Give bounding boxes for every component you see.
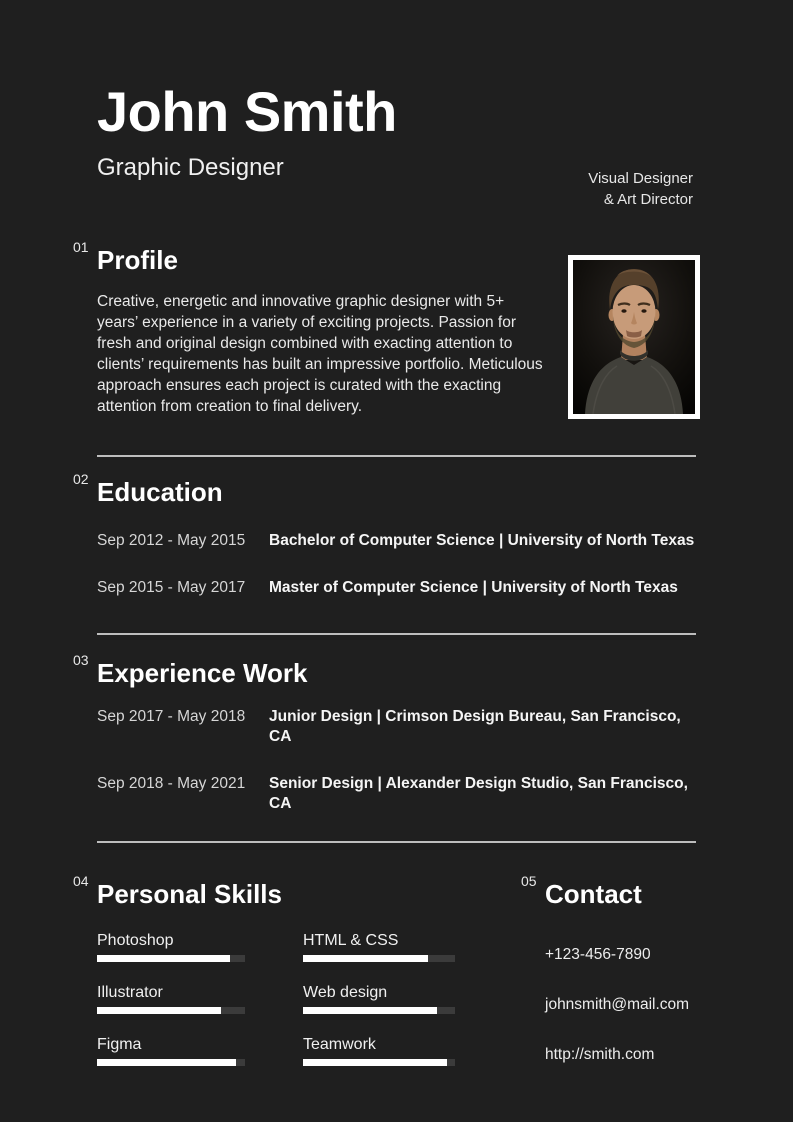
person-name: John Smith xyxy=(97,80,397,143)
section-title: Profile xyxy=(97,245,178,275)
education-detail: Master of Computer Science | University of North Texas xyxy=(269,579,678,596)
skill-bar xyxy=(303,1059,455,1066)
skill-bar-fill xyxy=(97,955,230,962)
education-rows xyxy=(97,531,696,598)
section-title: Personal Skills xyxy=(97,879,282,909)
contact-items xyxy=(545,945,700,1065)
section-experience xyxy=(73,652,696,814)
profile-summary: Creative, energetic and innovative graphic designer with 5+ years’ experience in a variety of exciting projects. Passion for fresh and original design combined with exacting attention to clients’ requirements has built an impressive portfolio. Meticulous approach ensures each project is curated with the exacting attention from creation to final delivery. xyxy=(97,293,543,415)
contact-website: http://smith.com xyxy=(545,1046,655,1063)
section-number: 01 xyxy=(73,239,89,255)
skill-bar xyxy=(303,955,455,962)
section-title: Experience Work xyxy=(97,658,308,688)
skill-bar xyxy=(97,955,245,962)
education-heading xyxy=(73,471,696,507)
skill-label: HTML & CSS xyxy=(303,932,399,949)
tagline-line-2: & Art Director xyxy=(603,191,693,208)
bottom-columns xyxy=(73,873,700,1066)
skill-bar-fill xyxy=(97,1059,236,1066)
section-title: Education xyxy=(97,477,223,507)
section-divider xyxy=(97,841,696,843)
education-detail: Bachelor of Computer Science | University of North Texas xyxy=(269,532,695,549)
skill-bar-fill xyxy=(303,1007,437,1014)
section-number: 04 xyxy=(73,873,89,889)
skill-bar-fill xyxy=(303,1059,447,1066)
section-education xyxy=(73,471,696,598)
skills-grid xyxy=(97,932,458,1066)
section-divider xyxy=(97,455,696,457)
contact-email: johnsmith@mail.com xyxy=(545,996,690,1013)
skill-item xyxy=(303,984,455,1014)
education-row xyxy=(97,531,696,551)
skill-item xyxy=(303,1036,455,1066)
job-title: Graphic Designer xyxy=(97,154,284,181)
education-dates: Sep 2015 - May 2017 xyxy=(97,579,246,596)
experience-dates: Sep 2017 - May 2018 xyxy=(97,708,246,725)
tagline xyxy=(588,168,693,210)
skill-bar-fill xyxy=(303,955,428,962)
section-title: Contact xyxy=(545,879,642,909)
education-dates: Sep 2012 - May 2015 xyxy=(97,532,246,549)
skill-label: Illustrator xyxy=(97,984,163,1001)
profile-photo-frame xyxy=(568,255,700,419)
skill-item xyxy=(97,932,245,962)
experience-heading xyxy=(73,652,696,688)
skill-item xyxy=(97,984,245,1014)
section-divider xyxy=(97,633,696,635)
tagline-line-1: Visual Designer xyxy=(588,170,693,187)
section-number: 02 xyxy=(73,471,89,487)
experience-detail: Junior Design | Crimson Design Bureau, San Francisco, CA xyxy=(269,708,681,745)
skill-label: Web design xyxy=(303,984,388,1001)
experience-row xyxy=(97,707,696,747)
section-skills xyxy=(73,873,458,1066)
skill-label: Teamwork xyxy=(303,1036,376,1053)
education-row xyxy=(97,578,696,598)
experience-row xyxy=(97,774,696,814)
skill-bar xyxy=(97,1059,245,1066)
skill-label: Photoshop xyxy=(97,932,174,949)
header xyxy=(0,0,793,182)
skill-label: Figma xyxy=(97,1036,142,1053)
skills-heading xyxy=(73,873,458,909)
experience-detail: Senior Design | Alexander Design Studio, San Francisco, CA xyxy=(269,775,688,812)
skill-bar xyxy=(97,1007,245,1014)
skill-item xyxy=(303,932,455,962)
section-number: 05 xyxy=(521,873,537,889)
profile-photo xyxy=(573,260,695,414)
contact-phone: +123-456-7890 xyxy=(545,946,651,963)
skill-bar-fill xyxy=(97,1007,221,1014)
skill-bar xyxy=(303,1007,455,1014)
eye-left xyxy=(621,309,626,313)
skill-item xyxy=(97,1036,245,1066)
experience-rows xyxy=(97,707,696,814)
section-contact xyxy=(521,873,700,1066)
experience-dates: Sep 2018 - May 2021 xyxy=(97,775,246,792)
section-number: 03 xyxy=(73,652,89,668)
eye-right xyxy=(641,309,646,313)
contact-heading xyxy=(521,873,700,909)
